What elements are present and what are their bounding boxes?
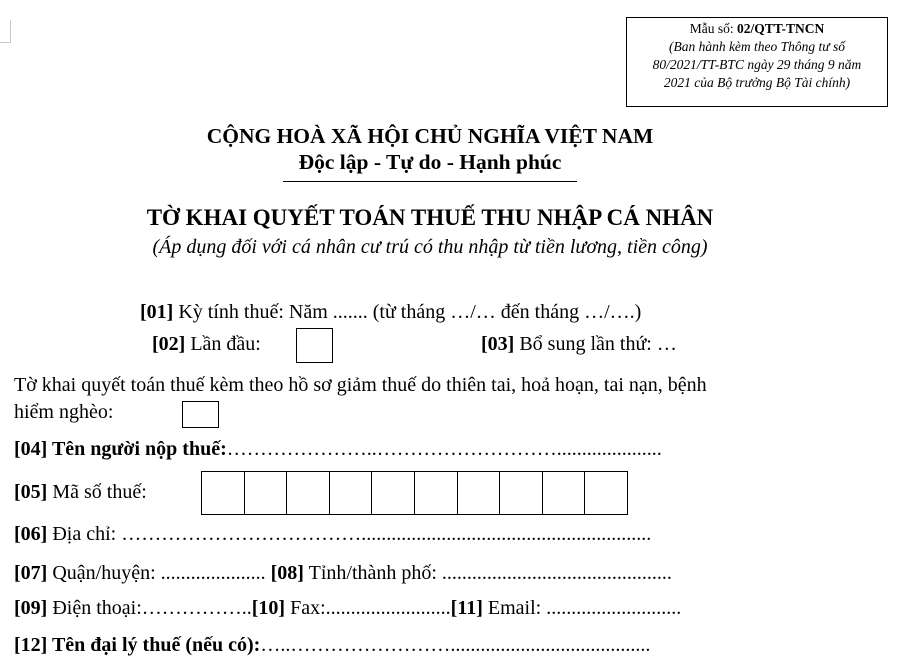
field-08-province[interactable]: Tỉnh/thành phố: .............................................. [308, 562, 672, 584]
field-07-code: [07] [14, 562, 48, 584]
form-code-label: Mẫu số: [689, 21, 734, 36]
form-number-box [626, 17, 888, 107]
motto-heading: Độc lập - Tự do - Hạnh phúc [298, 150, 562, 174]
field-10-fax[interactable]: Fax:......................... [290, 597, 451, 619]
field-01-period: Kỳ tính thuế: Năm ....... (từ tháng …/… đến tháng …/….) [178, 301, 642, 323]
tax-code-digit-cell[interactable] [584, 471, 628, 515]
tax-code-digit-cell[interactable] [244, 471, 288, 515]
field-02-code: [02] [152, 333, 186, 355]
field-04-dots[interactable]: …………………..………………………..................... [226, 438, 662, 460]
field-01-code: [01] [140, 301, 174, 323]
field-02-label: Lần đầu: [190, 333, 261, 355]
field-09-11-row [14, 597, 681, 620]
tax-code-digit-cell[interactable] [329, 471, 373, 515]
field-05-row [14, 481, 147, 504]
form-code-line [627, 20, 887, 38]
tax-code-digit-cell[interactable] [499, 471, 543, 515]
field-06-row [14, 523, 651, 546]
tax-code-digit-cell[interactable] [414, 471, 458, 515]
form-issued-line-1: (Ban hành kèm theo Thông tư số [668, 39, 846, 54]
tax-code-digit-cell[interactable] [371, 471, 415, 515]
tax-code-digit-cell[interactable] [286, 471, 330, 515]
tax-reduction-line-1: Tờ khai quyết toán thuế kèm theo hồ sơ giảm thuế do thiên tai, hoả hoạn, tai nạn, bệnh [14, 374, 707, 396]
field-03-code: [03] [481, 333, 515, 355]
form-issued-line-2: 80/2021/TT-BTC ngày 29 tháng 9 năm [652, 57, 862, 72]
first-time-checkbox[interactable] [296, 328, 333, 363]
field-04-label: [04] Tên người nộp thuế: [14, 438, 227, 460]
field-06-code: [06] [14, 523, 48, 545]
tax-code-digit-cell[interactable] [201, 471, 245, 515]
field-04-row [14, 438, 662, 461]
field-12-dots[interactable]: …..……………………........................................ [260, 634, 651, 656]
field-09-phone[interactable]: Điện thoại:…………….. [52, 597, 252, 619]
field-07-district[interactable]: Quận/huyện: ..................... [52, 562, 266, 584]
field-05-label: Mã số thuế: [52, 481, 147, 503]
tax-code-digit-cell[interactable] [542, 471, 586, 515]
field-06-address[interactable]: Địa chỉ: ……………………………….......................................................... [52, 523, 652, 545]
field-09-code: [09] [14, 597, 48, 619]
tax-code-grid[interactable] [201, 471, 628, 515]
form-issued-line-3: 2021 của Bộ trưởng Bộ Tài chính) [663, 75, 851, 90]
field-10-code: [10] [251, 597, 286, 619]
field-11-code: [11] [450, 597, 483, 619]
field-12-label: [12] Tên đại lý thuế (nếu có): [14, 634, 261, 656]
motto-underline [283, 181, 577, 182]
tax-reduction-checkbox[interactable] [182, 401, 219, 428]
field-05-code: [05] [14, 481, 48, 503]
form-code: 02/QTT-TNCN [736, 21, 825, 36]
page-corner-mark [0, 20, 11, 43]
nation-heading: CỘNG HOÀ XÃ HỘI CHỦ NGHĨA VIỆT NAM [206, 124, 654, 148]
document-subtitle: (Áp dụng đối với cá nhân cư trú có thu nhập từ tiền lương, tiền công) [152, 236, 708, 258]
field-12-row [14, 634, 650, 657]
field-02-row [152, 333, 261, 356]
field-07-08-row [14, 562, 672, 585]
field-08-code: [08] [270, 562, 304, 584]
field-01-row [140, 301, 641, 324]
field-03-row [481, 333, 677, 356]
field-11-email[interactable]: Email: ........................... [487, 597, 682, 619]
tax-reduction-line-2: hiểm nghèo: [14, 401, 114, 423]
tax-code-digit-cell[interactable] [457, 471, 501, 515]
document-title: TỜ KHAI QUYẾT TOÁN THUẾ THU NHẬP CÁ NHÂN [146, 205, 714, 230]
field-03-label: Bổ sung lần thứ: … [519, 333, 677, 355]
